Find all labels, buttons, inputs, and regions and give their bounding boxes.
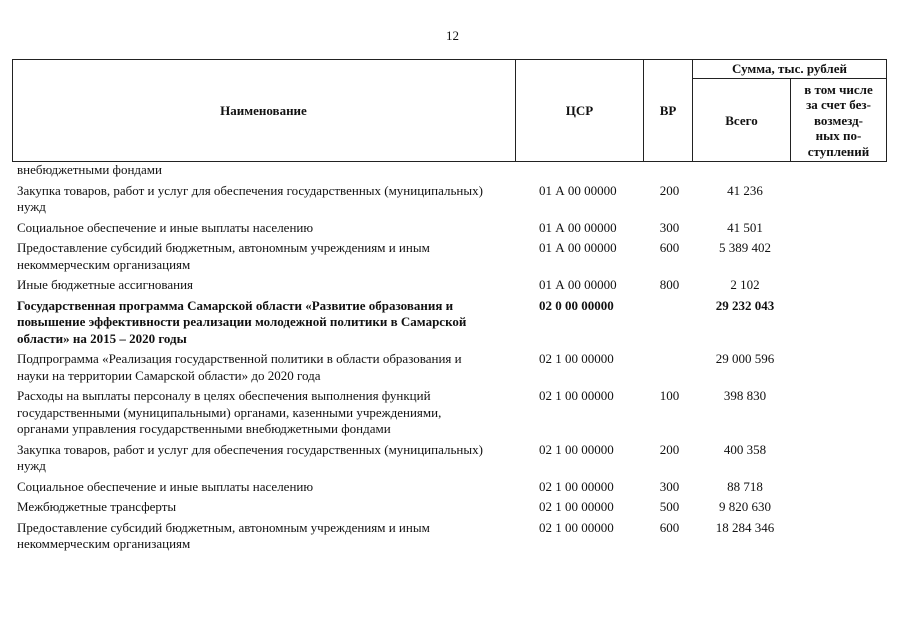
- row-name: внебюджетными фондами: [17, 162, 162, 177]
- table-row: [17, 220, 887, 237]
- table-row: [17, 240, 887, 273]
- table-row: [17, 442, 887, 475]
- table-row: [17, 520, 887, 553]
- row-vr: 500: [659, 499, 680, 514]
- header-vr: ВР: [659, 102, 677, 118]
- header-free-line: ступлений: [807, 143, 870, 159]
- row-csr: 02 1 00 00000: [539, 351, 614, 366]
- row-csr: 01 А 00 00000: [539, 182, 617, 198]
- table-body: [17, 162, 887, 557]
- row-vr: 300: [659, 478, 680, 494]
- row-total: 5 389 402: [719, 240, 771, 255]
- row-total: 41 501: [727, 219, 763, 235]
- header-right-border: [886, 59, 887, 162]
- row-name: Расходы на выплаты персоналу в целях обеспечения выполнения функций государственными (муниципальными) органами, казенными учреждениями, органами управления государственными внебюджетными фондами: [17, 388, 442, 436]
- row-name: Предоставление субсидий бюджетным, автономным учреждениям и иным некоммерческим организациям: [17, 519, 430, 551]
- row-name: Межбюджетные трансферты: [17, 499, 177, 514]
- row-total: 29 000 596: [715, 351, 775, 366]
- row-name: Социальное обеспечение и иные выплаты населению: [17, 478, 314, 494]
- row-csr: 02 1 00 00000: [539, 388, 614, 403]
- row-csr: 02 1 00 00000: [539, 478, 614, 494]
- header-free-line: за счет без-: [806, 97, 871, 113]
- row-total: 9 820 630: [719, 499, 771, 514]
- table-row: [17, 298, 887, 348]
- row-vr: 100: [659, 388, 680, 403]
- header-csr: ЦСР: [565, 102, 594, 118]
- row-total: 400 358: [723, 441, 767, 457]
- header-name: Наименование: [220, 102, 307, 118]
- row-vr: 300: [659, 219, 680, 235]
- row-csr: 01 А 00 00000: [539, 219, 617, 235]
- table-row: [17, 277, 887, 294]
- page-number: 12: [446, 28, 459, 43]
- row-name: Предоставление субсидий бюджетным, автономным учреждениям и иным некоммерческим организациям: [17, 240, 430, 272]
- row-total: 41 236: [727, 182, 763, 198]
- row-total: 398 830: [723, 388, 767, 403]
- row-csr: 02 1 00 00000: [539, 499, 614, 514]
- row-name: Закупка товаров, работ и услуг для обеспечения государственных (муниципальных) нужд: [17, 182, 483, 214]
- header-free-line: возмезд-: [814, 112, 863, 128]
- row-vr: 600: [659, 519, 680, 535]
- row-total: 29 232 043: [715, 297, 775, 313]
- table-header: [12, 59, 887, 162]
- table-row: [17, 183, 887, 216]
- row-name: Иные бюджетные ассигнования: [17, 277, 194, 292]
- table-row: [17, 162, 887, 179]
- row-csr: 02 0 00 00000: [539, 297, 614, 313]
- row-total: 88 718: [727, 478, 763, 494]
- row-total: 2 102: [730, 277, 760, 292]
- table-row: [17, 388, 887, 438]
- row-name: Подпрограмма «Реализация государственной политики в области образования и науки на территории Самарской области» до 2020 года: [17, 351, 462, 383]
- header-free-line: в том числе: [804, 81, 873, 97]
- header-free-line: ных по-: [815, 128, 862, 144]
- row-name: Закупка товаров, работ и услуг для обеспечения государственных (муниципальных) нужд: [17, 441, 483, 473]
- header-total: Всего: [725, 112, 758, 128]
- row-total: 18 284 346: [715, 519, 775, 535]
- row-csr: 02 1 00 00000: [539, 441, 614, 457]
- row-vr: 800: [659, 277, 680, 292]
- row-csr: 01 А 00 00000: [539, 240, 617, 255]
- row-name: Государственная программа Самарской области «Развитие образования и повышение эффективности реализации молодежной политики в Самарской области» на 2015 – 2020 годы: [17, 297, 467, 346]
- table-row: [17, 479, 887, 496]
- row-csr: 01 А 00 00000: [539, 277, 617, 292]
- header-free-receipts: [791, 80, 886, 161]
- table-row: [17, 351, 887, 384]
- row-vr: 200: [659, 441, 680, 457]
- row-vr: 600: [659, 240, 680, 255]
- row-name: Социальное обеспечение и иные выплаты населению: [17, 219, 314, 235]
- table-row: [17, 499, 887, 516]
- row-csr: 02 1 00 00000: [539, 519, 614, 535]
- header-sum: Сумма, тыс. рублей: [732, 61, 847, 76]
- row-vr: 200: [659, 182, 680, 198]
